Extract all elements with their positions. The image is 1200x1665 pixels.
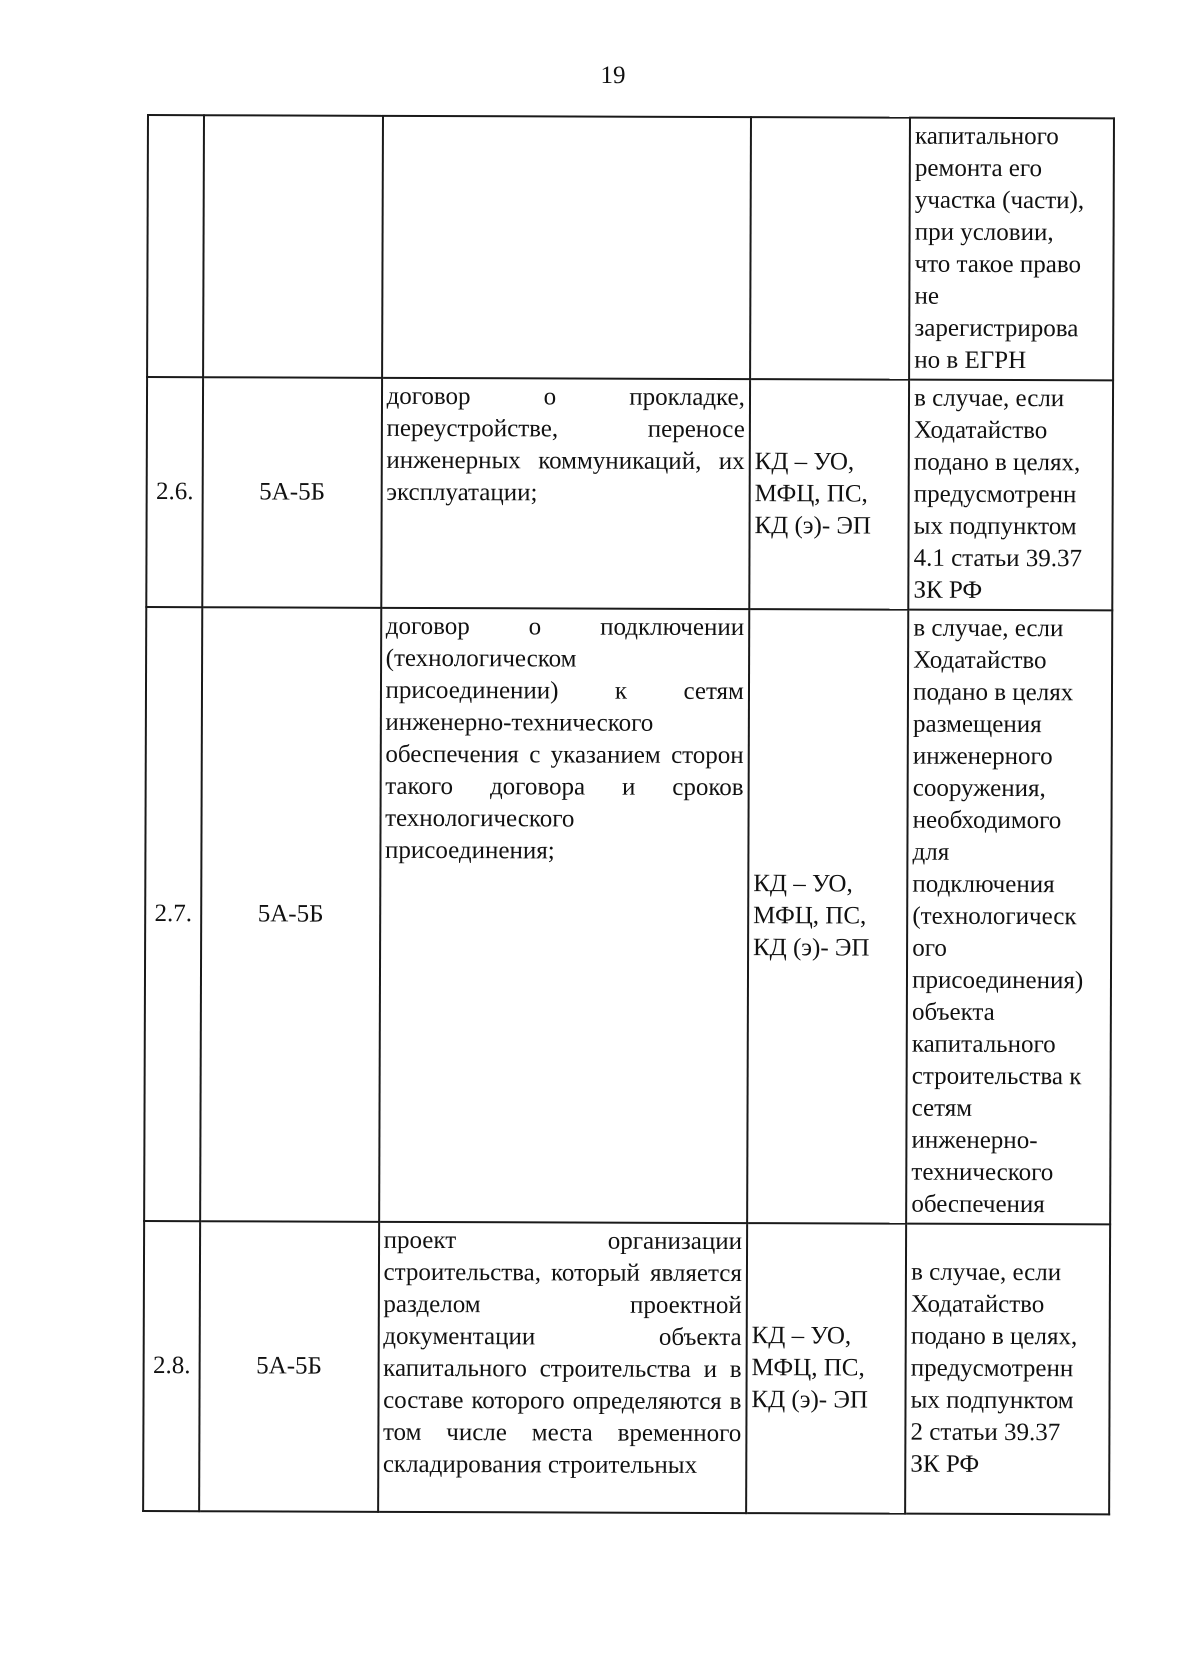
row-description: договор о подключении (технологическом присоединении) к сетям инженерно-технического обеспечения с указанием сторон такого договора и сроков технологического присоединения; <box>379 608 749 1223</box>
row-code <box>203 115 382 378</box>
row-source: КД – УО, МФЦ, ПС, КД (э)- ЭП <box>746 1223 906 1514</box>
row-description: проект организации строительства, который является разделом проектной документации объекта капитального строительства и в составе которого определяются в том числе места временного складирования строительных <box>378 1222 747 1513</box>
row-number: 2.8. <box>143 1221 200 1511</box>
row-note: капитального ремонта его участка (части), при условии, что такое право не зарегистрирова но в ЕГРН <box>909 118 1114 381</box>
row-number <box>147 115 204 377</box>
row-description: договор о прокладке, переустройстве, переносе инженерных коммуникаций, их эксплуатации; <box>381 378 750 609</box>
row-note: в случае, если Ходатайство подано в целях размещения инженерного сооружения, необходимого для подключения (технологическ ого присоединения) объекта капитального строительства к сетям инженерно- технического обеспечения <box>906 610 1112 1225</box>
row-code: 5А-5Б <box>203 377 382 608</box>
table-row <box>143 1221 1110 1514</box>
table-row <box>146 377 1113 610</box>
row-source: КД – УО, МФЦ, ПС, КД (э)- ЭП <box>747 609 908 1224</box>
row-description <box>382 116 751 379</box>
row-code: 5А-5Б <box>200 607 380 1222</box>
row-number: 2.6. <box>146 377 203 607</box>
requirements-table <box>142 114 1115 1515</box>
table-row <box>147 115 1114 380</box>
row-source: КД – УО, МФЦ, ПС, КД (э)- ЭП <box>749 379 909 610</box>
row-source <box>750 117 910 380</box>
row-note: в случае, если Ходатайство подано в целях, предусмотренн ых подпунктом 4.1 статьи 39.37 ЗК РФ <box>908 380 1113 611</box>
page-number: 19 <box>600 62 626 89</box>
row-code: 5А-5Б <box>199 1221 378 1512</box>
row-number: 2.7. <box>144 607 202 1221</box>
row-note: в случае, если Ходатайство подано в целях, предусмотренн ых подпунктом 2 статьи 39.37 ЗК РФ <box>905 1224 1110 1515</box>
table-row <box>144 607 1112 1224</box>
